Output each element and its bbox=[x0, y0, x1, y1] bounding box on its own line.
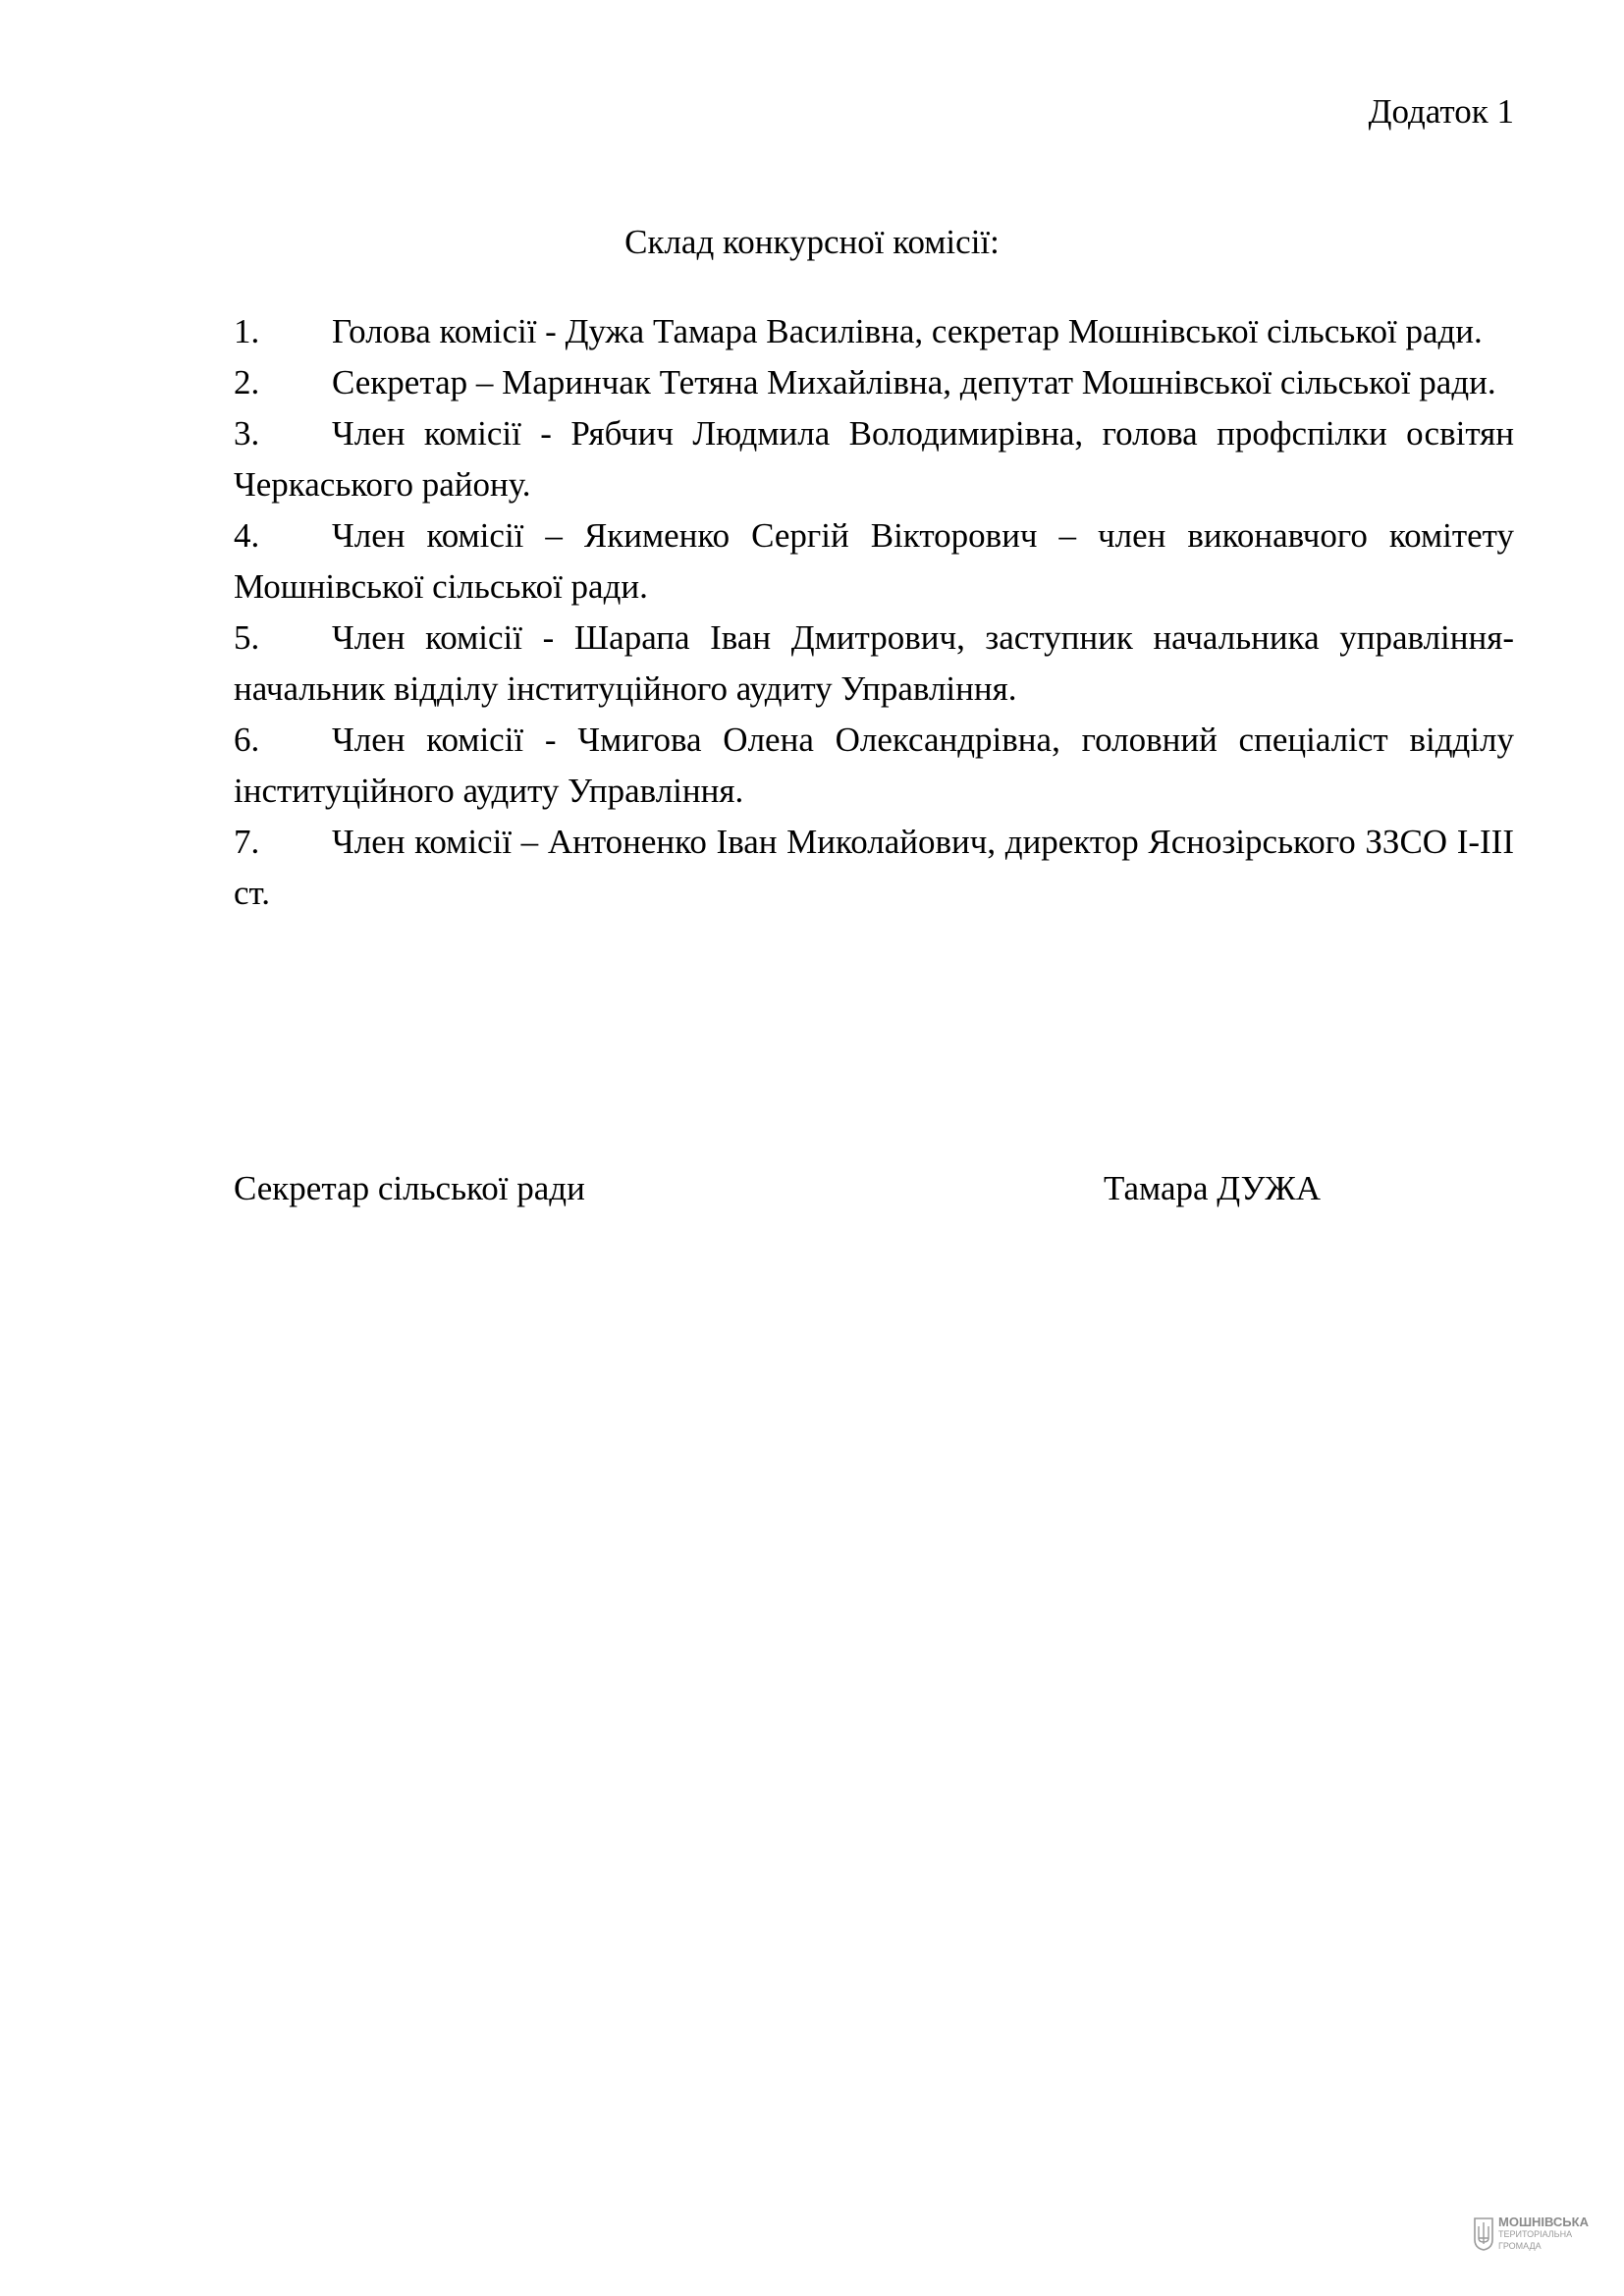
list-item-number: 7. bbox=[234, 823, 260, 861]
logo-line-3: ГРОМАДА bbox=[1498, 2241, 1542, 2251]
list-item bbox=[234, 613, 1514, 715]
document-title: Склад конкурсної комісії: bbox=[624, 223, 1000, 261]
list-item-number: 5. bbox=[234, 618, 260, 657]
list-item bbox=[234, 817, 1514, 919]
list-item bbox=[234, 306, 1514, 357]
commission-members-list bbox=[234, 306, 1514, 919]
list-item-text: Секретар – Маринчак Тетяна Михайлівна, депутат Мошнівської сільської ради. bbox=[332, 363, 1496, 401]
list-item-text: Член комісії - Чмигова Олена Олександрівна, головний спеціаліст відділу інституційного аудиту Управління. bbox=[234, 721, 1514, 810]
list-item-text: Голова комісії - Дужа Тамара Василівна, секретар Мошнівської сільської ради. bbox=[332, 312, 1483, 350]
logo-text bbox=[1498, 2216, 1589, 2252]
footer-logo bbox=[1473, 2216, 1620, 2264]
list-item bbox=[234, 357, 1514, 408]
signatory-name: Тамара ДУЖА bbox=[1104, 1169, 1321, 1207]
trident-emblem-icon bbox=[1473, 2216, 1494, 2252]
list-item-text: Член комісії - Шарапа Іван Дмитрович, заступник начальника управління- начальник відділу інституційного аудиту Управління. bbox=[234, 618, 1514, 708]
list-item bbox=[234, 715, 1514, 817]
list-item bbox=[234, 408, 1514, 510]
list-item-number: 6. bbox=[234, 721, 260, 759]
appendix-label: Додаток 1 bbox=[1368, 92, 1514, 131]
list-item-number: 2. bbox=[234, 363, 260, 401]
logo-line-2: ТЕРИТОРІАЛЬНА bbox=[1498, 2229, 1573, 2239]
logo-line-1: МОШНІВСЬКА bbox=[1498, 2215, 1589, 2229]
list-item-number: 3. bbox=[234, 414, 260, 453]
list-item bbox=[234, 510, 1514, 613]
list-item-text: Член комісії – Антоненко Іван Миколайович, директор Яснозірського ЗЗСО І-ІІІ ст. bbox=[234, 823, 1514, 912]
signatory-position: Секретар сільської ради bbox=[234, 1169, 585, 1207]
list-item-text: Член комісії – Якименко Сергій Вікторович – член виконавчого комітету Мошнівської сільської ради. bbox=[234, 516, 1514, 606]
list-item-number: 1. bbox=[234, 312, 260, 350]
list-item-number: 4. bbox=[234, 516, 260, 555]
list-item-text: Член комісії - Рябчич Людмила Володимирівна, голова профспілки освітян Черкаського району. bbox=[234, 414, 1514, 504]
